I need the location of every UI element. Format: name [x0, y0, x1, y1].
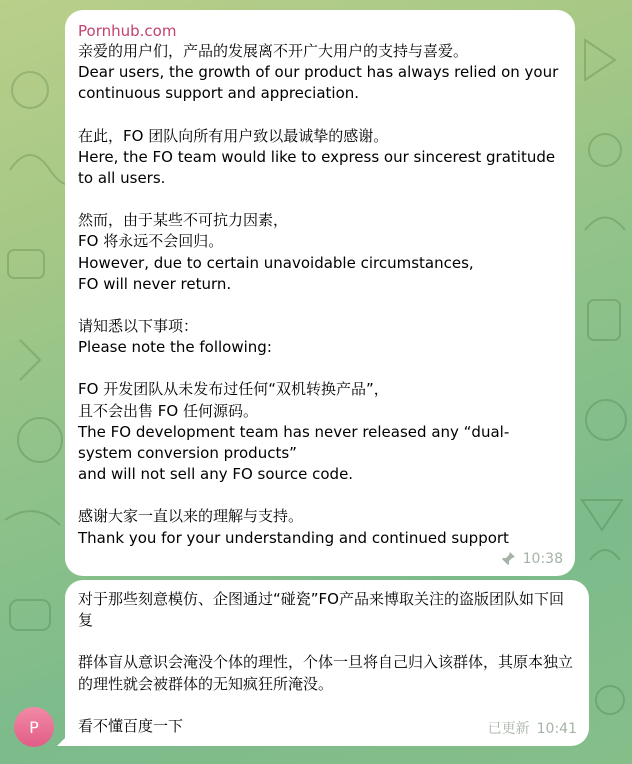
message-paragraph: 亲爱的用户们，产品的发展离不开广大用户的支持与喜爱。 Dear users, the growth of our product has always relied on your continuous support and appreciation.: [78, 42, 559, 103]
message-meta: [488, 719, 577, 740]
message-paragraph: 请知悉以下事项： Please note the following:: [78, 317, 272, 357]
avatar[interactable]: [14, 707, 54, 747]
pin-icon: [500, 551, 516, 567]
message-meta: [500, 549, 563, 570]
message-paragraph: FO 开发团队从未发布过任何“双机转换产品”， 且不会出售 FO 任何源码。 The FO development team has never released any “dual-system conversion products” and will not sell any FO source code.: [78, 380, 510, 484]
message-bubble-reply[interactable]: [65, 580, 589, 746]
message-paragraph: 看不懂百度一下: [78, 716, 184, 735]
message-bubble-announcement[interactable]: [65, 10, 575, 576]
message-time: 10:38: [522, 550, 563, 567]
message-time: 10:41: [536, 720, 577, 737]
sender-name[interactable]: Pornhub.com: [78, 22, 177, 40]
message-paragraph: 在此，FO 团队向所有用户致以最诚挚的感谢。 Here, the FO team would like to express our sincerest gratitude to all users.: [78, 126, 556, 188]
message-paragraph: 然而，由于某些不可抗力因素， FO 将永远不会回归。 However, due to certain unavoidable circumstances, FO will never return.: [78, 211, 474, 293]
message-paragraph: 感谢大家一直以来的理解与支持。 Thank you for your understanding and continued support: [78, 507, 509, 547]
bubble-tail: [57, 734, 69, 746]
edited-label: 已更新: [487, 720, 530, 737]
message-paragraph: 对于那些刻意模仿、企图通过“碰瓷”FO产品来博取关注的盗版团队如下回复: [78, 590, 564, 630]
avatar-initial: P: [29, 717, 39, 737]
message-paragraph: 群体盲从意识会淹没个体的理性，个体一旦将自己归入该群体，其原本独立的理性就会被群体的无知疯狂所淹没。: [78, 653, 574, 693]
